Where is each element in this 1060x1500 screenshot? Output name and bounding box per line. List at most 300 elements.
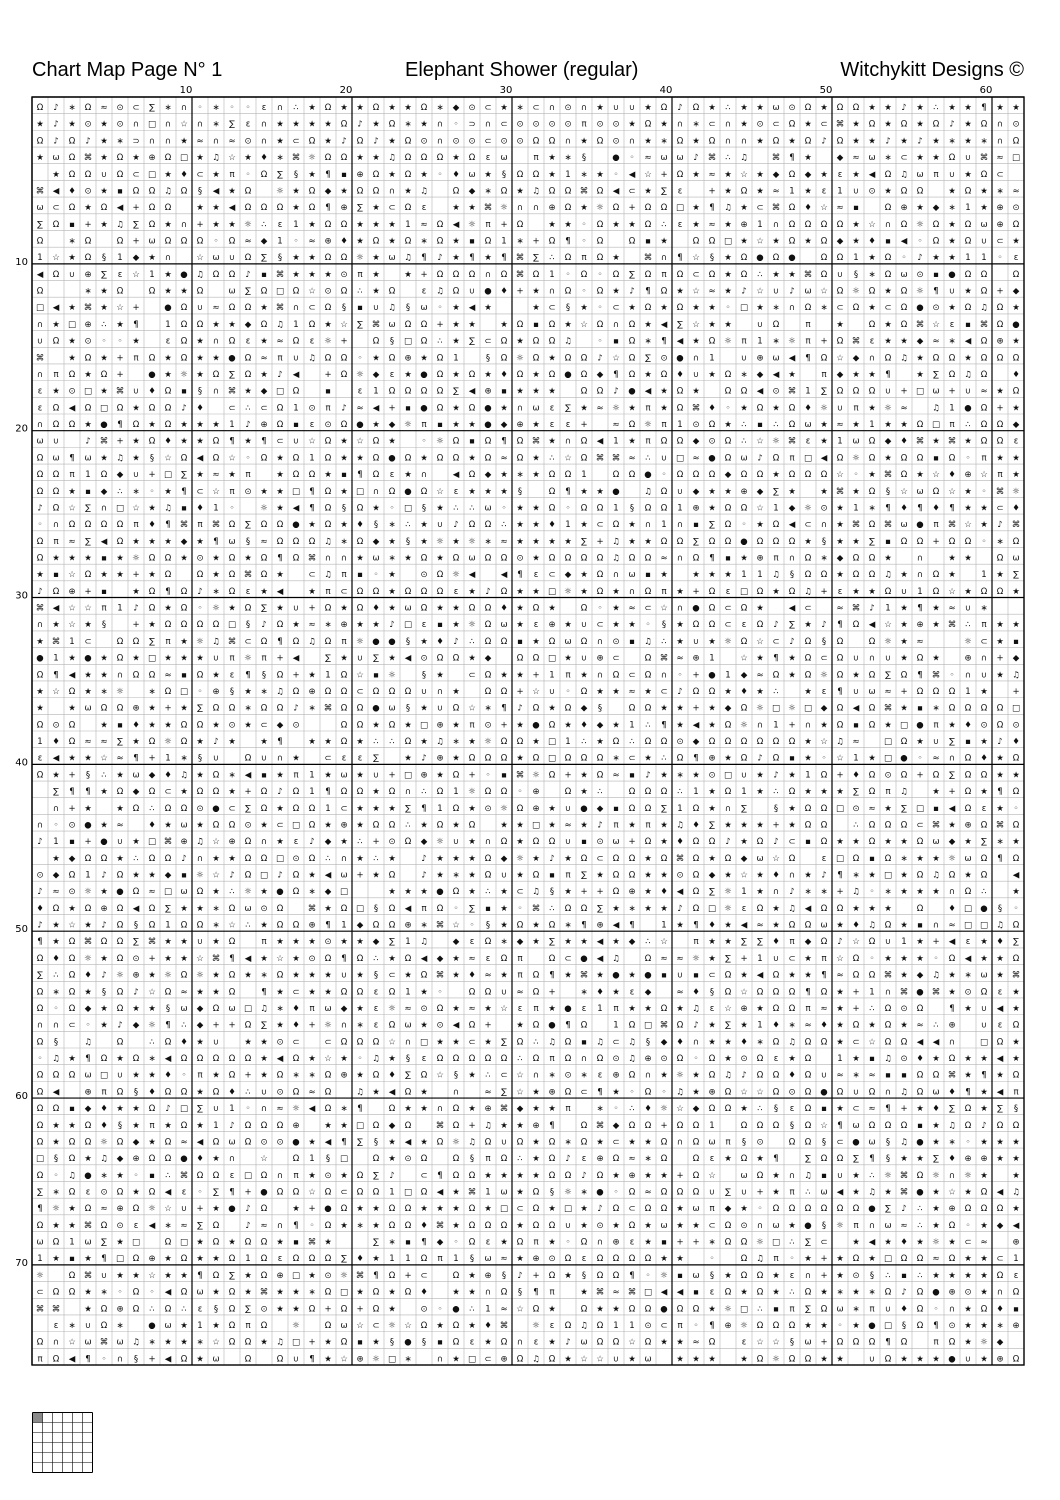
stitch-symbol: Ω [261, 804, 268, 814]
stitch-symbol: ♦ [708, 403, 716, 413]
stitch-symbol: ⊙ [852, 1271, 859, 1281]
stitch-symbol: ⊕ [756, 353, 763, 363]
stitch-symbol: Ω [501, 587, 508, 597]
stitch-symbol: ★ [164, 820, 172, 830]
stitch-symbol: ★ [596, 103, 604, 113]
stitch-symbol: ♪ [181, 854, 186, 864]
stitch-symbol: ⌘ [852, 520, 861, 530]
stitch-symbol: π [341, 570, 346, 580]
stitch-symbol: ⊕ [404, 353, 411, 363]
stitch-symbol: + [148, 1354, 155, 1364]
stitch-symbol: ω [388, 320, 395, 330]
stitch-symbol: ∪ [117, 1071, 123, 1081]
stitch-symbol: ☆ [148, 987, 156, 997]
stitch-symbol: ☆ [820, 1121, 828, 1131]
stitch-symbol: ♫ [628, 1054, 636, 1064]
stitch-symbol: Ω [837, 670, 844, 680]
stitch-symbol: Ω [901, 537, 908, 547]
stitch-symbol: ¶ [69, 787, 74, 797]
stitch-symbol: ★ [788, 804, 796, 814]
stitch-symbol: ∴ [517, 1054, 522, 1064]
stitch-symbol: Ω [309, 203, 316, 213]
stitch-symbol: ⊙ [420, 570, 427, 580]
stitch-symbol: ★ [84, 687, 92, 697]
stitch-symbol: ∗ [772, 337, 779, 347]
stitch-symbol: Ω [453, 804, 460, 814]
stitch-symbol: ⌘ [596, 1288, 605, 1298]
stitch-symbol: ⌘ [276, 303, 285, 313]
stitch-symbol: ☆ [52, 253, 60, 263]
stitch-symbol: ⊕ [964, 1154, 971, 1164]
stitch-symbol: Ω [469, 987, 476, 997]
stitch-symbol: ⌘ [580, 971, 589, 981]
stitch-symbol: ★ [932, 153, 940, 163]
stitch-symbol: ● [708, 670, 715, 680]
stitch-symbol: π [933, 520, 938, 530]
stitch-symbol: ⊙ [788, 1087, 795, 1097]
stitch-symbol: ⊙ [84, 186, 91, 196]
stitch-symbol: Ω [389, 820, 396, 830]
stitch-symbol: ★ [164, 720, 172, 730]
stitch-symbol: ∑ [197, 1104, 203, 1114]
stitch-symbol: Ω [869, 453, 876, 463]
stitch-symbol: ★ [164, 270, 172, 280]
stitch-symbol: Ω [309, 854, 316, 864]
stitch-symbol: π [469, 720, 474, 730]
stitch-symbol: ¶ [325, 921, 330, 931]
stitch-symbol: ⊙ [436, 1021, 443, 1031]
stitch-symbol: ★ [260, 737, 268, 747]
stitch-symbol: + [516, 287, 523, 297]
stitch-symbol: □ [404, 1187, 412, 1197]
stitch-symbol: ★ [84, 553, 92, 563]
stitch-symbol: ∑ [245, 287, 251, 297]
stitch-symbol: ⊂ [612, 303, 619, 313]
stitch-symbol: Ω [165, 987, 172, 997]
stitch-symbol: ★ [564, 1354, 572, 1364]
stitch-symbol: Ω [725, 1104, 732, 1114]
stitch-symbol: ◆ [261, 387, 268, 397]
stitch-symbol: 1 [293, 220, 298, 230]
stitch-symbol: ★ [612, 1171, 620, 1181]
stitch-symbol: ε [598, 1071, 603, 1081]
stitch-symbol: Ω [325, 604, 332, 614]
stitch-symbol: Ω [549, 837, 556, 847]
stitch-symbol: § [342, 503, 346, 513]
stitch-symbol: ⌘ [660, 1021, 669, 1031]
stitch-symbol: Ω [517, 804, 524, 814]
stitch-symbol: ◦ [373, 570, 378, 580]
stitch-symbol: Ω [277, 1187, 284, 1197]
stitch-symbol: Ω [885, 1004, 892, 1014]
stitch-symbol: ∩ [677, 120, 683, 130]
stitch-symbol: ★ [36, 570, 44, 580]
stitch-symbol: ▪ [901, 1071, 907, 1081]
stitch-symbol: ♦ [372, 604, 380, 614]
stitch-symbol: ★ [900, 870, 908, 880]
stitch-symbol: Ω [117, 654, 124, 664]
stitch-symbol: ⊙ [244, 487, 251, 497]
stitch-symbol: ★ [932, 1221, 940, 1231]
stitch-symbol: Ω [485, 553, 492, 563]
stitch-symbol: ★ [548, 387, 556, 397]
stitch-symbol: ∪ [933, 737, 939, 747]
stitch-symbol: ★ [292, 253, 300, 263]
stitch-symbol: ★ [932, 253, 940, 263]
stitch-symbol: ★ [260, 1037, 268, 1047]
stitch-symbol: ⊙ [244, 136, 251, 146]
stitch-symbol: ⊕ [532, 1254, 539, 1264]
stitch-symbol: ★ [116, 1271, 124, 1281]
stitch-symbol: ∑ [581, 537, 587, 547]
stitch-symbol: Ω [485, 437, 492, 447]
stitch-symbol: π [485, 1154, 490, 1164]
stitch-symbol: ★ [596, 737, 604, 747]
stitch-symbol: ∩ [645, 520, 651, 530]
stitch-symbol: ⌘ [772, 203, 781, 213]
stitch-symbol: ⊂ [836, 1137, 843, 1147]
stitch-symbol: Ω [53, 470, 60, 480]
stitch-symbol: ◦ [741, 520, 746, 530]
stitch-symbol: ⊂ [324, 754, 331, 764]
stitch-symbol: ⊙ [708, 770, 715, 780]
stitch-symbol: ⊙ [420, 136, 427, 146]
stitch-symbol: Ω [805, 1121, 812, 1131]
stitch-symbol: ω [852, 437, 859, 447]
stitch-symbol: + [596, 887, 603, 897]
stitch-symbol: ★ [852, 670, 860, 680]
stitch-symbol: ∩ [949, 754, 955, 764]
stitch-symbol: ¶ [885, 503, 890, 513]
stitch-symbol: ¶ [773, 1154, 778, 1164]
stitch-symbol: ★ [372, 787, 380, 797]
stitch-symbol: 1 [885, 604, 890, 614]
stitch-symbol: ⌘ [932, 670, 941, 680]
stitch-symbol: + [1012, 687, 1019, 697]
stitch-symbol: ★ [964, 1338, 972, 1348]
stitch-symbol: ★ [372, 503, 380, 513]
stitch-symbol: § [470, 1154, 474, 1164]
stitch-symbol: Ω [869, 1087, 876, 1097]
stitch-symbol: Ω [501, 837, 508, 847]
stitch-symbol: ★ [804, 754, 812, 764]
stitch-symbol: ♫ [772, 570, 780, 580]
stitch-symbol: ∗ [644, 337, 651, 347]
stitch-symbol: ⊂ [964, 1238, 971, 1248]
stitch-symbol: Ω [629, 1221, 636, 1231]
stitch-symbol: ★ [260, 337, 268, 347]
stitch-symbol: ◆ [709, 870, 716, 880]
stitch-symbol: ★ [708, 487, 716, 497]
stitch-symbol: Ω [373, 1121, 380, 1131]
stitch-symbol: □ [884, 1321, 892, 1331]
stitch-symbol: ★ [1012, 470, 1020, 480]
stitch-symbol: Ω [37, 1087, 44, 1097]
stitch-symbol: Ω [421, 1154, 428, 1164]
stitch-symbol: ⊂ [196, 170, 203, 180]
stitch-symbol: § [422, 670, 426, 680]
column-label: 60 [980, 85, 993, 96]
stitch-symbol: ≈ [68, 537, 75, 547]
stitch-symbol: ♫ [372, 1054, 380, 1064]
stitch-symbol: ⊕ [420, 770, 427, 780]
stitch-symbol: ♦ [132, 720, 140, 730]
stitch-symbol: ∗ [868, 270, 875, 280]
stitch-symbol: Ω [229, 704, 236, 714]
stitch-symbol: Ω [277, 971, 284, 981]
stitch-symbol: ⌘ [84, 937, 93, 947]
stitch-symbol: 1 [69, 1238, 74, 1248]
stitch-symbol: ∩ [677, 520, 683, 530]
stitch-symbol: ◦ [437, 1304, 442, 1314]
stitch-symbol: Ω [981, 1304, 988, 1314]
stitch-symbol: ∗ [548, 1071, 555, 1081]
stitch-symbol: Ω [581, 604, 588, 614]
stitch-symbol: ☆ [276, 954, 284, 964]
stitch-symbol: ★ [516, 587, 524, 597]
stitch-symbol: ω [980, 220, 987, 230]
stitch-symbol: ☼ [916, 287, 924, 297]
stitch-symbol: ◆ [389, 420, 396, 430]
stitch-symbol: Ω [69, 170, 76, 180]
stitch-symbol: ◀ [293, 370, 300, 380]
stitch-symbol: ≈ [500, 1254, 507, 1264]
stitch-symbol: ω [916, 170, 923, 180]
stitch-symbol: Ω [901, 1254, 908, 1264]
stitch-symbol: Ω [469, 370, 476, 380]
stitch-symbol: ★ [196, 770, 204, 780]
stitch-symbol: ω [708, 1137, 715, 1147]
stitch-symbol: ★ [948, 220, 956, 230]
stitch-symbol: ε [374, 1021, 379, 1031]
stitch-symbol: Ω [181, 804, 188, 814]
stitch-symbol: ★ [660, 236, 668, 246]
stitch-symbol: ◦ [245, 453, 250, 463]
stitch-symbol: 1 [757, 220, 762, 230]
stitch-symbol: Ω [565, 553, 572, 563]
stitch-symbol: ∗ [276, 1004, 283, 1014]
stitch-symbol: ⊕ [116, 1304, 123, 1314]
stitch-symbol: ∪ [741, 1187, 747, 1197]
stitch-symbol: ★ [964, 587, 972, 597]
stitch-symbol: Ω [229, 553, 236, 563]
stitch-symbol: Ω [133, 670, 140, 680]
stitch-symbol: Ω [373, 470, 380, 480]
stitch-symbol: ∴ [549, 253, 554, 263]
stitch-symbol: ∩ [917, 570, 923, 580]
stitch-symbol: ⌘ [916, 437, 925, 447]
stitch-symbol: ☆ [692, 253, 700, 263]
stitch-symbol: Ω [389, 1021, 396, 1031]
stitch-symbol: + [788, 720, 795, 730]
stitch-symbol: ♪ [565, 1338, 570, 1348]
stitch-symbol: ★ [164, 604, 172, 614]
stitch-symbol: Ω [245, 754, 252, 764]
stitch-symbol: ★ [996, 637, 1004, 647]
stitch-symbol: + [932, 937, 939, 947]
stitch-symbol: ◆ [341, 1004, 348, 1014]
stitch-symbol: Ω [165, 570, 172, 580]
stitch-symbol: Ω [1013, 387, 1020, 397]
stitch-symbol: ☼ [196, 870, 204, 880]
stitch-symbol: Ω [1013, 1354, 1020, 1364]
stitch-symbol: Ω [677, 270, 684, 280]
stitch-symbol: ★ [580, 787, 588, 797]
stitch-symbol: π [853, 1221, 858, 1231]
stitch-symbol: ◀ [53, 186, 60, 196]
stitch-symbol: ⊙ [740, 1221, 747, 1231]
stitch-symbol: ♦ [436, 637, 444, 647]
stitch-symbol: ♦ [948, 1087, 956, 1097]
stitch-symbol: + [740, 954, 747, 964]
stitch-symbol: ★ [868, 470, 876, 480]
stitch-symbol: Ω [805, 1054, 812, 1064]
stitch-symbol: ⊕ [996, 337, 1003, 347]
stitch-symbol: ★ [804, 870, 812, 880]
stitch-symbol: ★ [820, 437, 828, 447]
stitch-symbol: ≈ [996, 153, 1003, 163]
stitch-symbol: ★ [116, 804, 124, 814]
stitch-symbol: Ω [69, 1271, 76, 1281]
stitch-symbol: ◀ [309, 1104, 316, 1114]
stitch-symbol: Ω [485, 670, 492, 680]
stitch-symbol: ▪ [581, 1037, 587, 1047]
stitch-symbol: ★ [228, 320, 236, 330]
stitch-symbol: ⌘ [804, 270, 813, 280]
stitch-symbol: ☆ [516, 1071, 524, 1081]
stitch-symbol: ⊙ [244, 820, 251, 830]
stitch-symbol: Ω [405, 153, 412, 163]
stitch-symbol: Ω [661, 287, 668, 297]
stitch-symbol: ∗ [68, 236, 75, 246]
stitch-symbol: ε [1014, 1271, 1019, 1281]
stitch-symbol: ★ [404, 270, 412, 280]
stitch-symbol: Ω [37, 670, 44, 680]
stitch-symbol: ★ [772, 270, 780, 280]
stitch-symbol: Ω [661, 370, 668, 380]
stitch-symbol: ★ [564, 537, 572, 547]
stitch-symbol: ▪ [69, 837, 75, 847]
stitch-symbol: ∑ [981, 837, 987, 847]
stitch-symbol: Ω [741, 387, 748, 397]
stitch-symbol: Ω [773, 1204, 780, 1214]
stitch-symbol: ♫ [548, 1037, 556, 1047]
stitch-symbol: Ω [741, 604, 748, 614]
stitch-symbol: ● [420, 370, 427, 380]
stitch-symbol: ★ [308, 587, 316, 597]
stitch-symbol: ★ [868, 136, 876, 146]
stitch-symbol: ★ [772, 1271, 780, 1281]
stitch-symbol: Ω [853, 570, 860, 580]
stitch-symbol: Ω [869, 704, 876, 714]
stitch-symbol: ★ [692, 570, 700, 580]
stitch-symbol: Ω [133, 1204, 140, 1214]
stitch-symbol: Ω [69, 987, 76, 997]
stitch-symbol: ∪ [213, 754, 219, 764]
stitch-symbol: ★ [564, 971, 572, 981]
stitch-symbol: ω [484, 1254, 491, 1264]
stitch-symbol: + [148, 470, 155, 480]
stitch-symbol: Ω [229, 1288, 236, 1298]
stitch-symbol: ∗ [324, 620, 331, 630]
stitch-symbol: ▪ [69, 1104, 75, 1114]
stitch-symbol: ⊂ [132, 170, 139, 180]
stitch-symbol: ▪ [501, 770, 507, 780]
stitch-symbol: ★ [1012, 770, 1020, 780]
stitch-symbol: ∗ [964, 971, 971, 981]
stitch-symbol: Ω [309, 804, 316, 814]
stitch-symbol: ♦ [180, 1037, 188, 1047]
stitch-symbol: ● [916, 1137, 923, 1147]
stitch-symbol: § [854, 270, 858, 280]
stitch-symbol: Ω [101, 1054, 108, 1064]
stitch-symbol: ¶ [117, 420, 122, 430]
stitch-symbol: □ [260, 870, 268, 880]
stitch-symbol: Ω [709, 420, 716, 430]
stitch-symbol: ∪ [869, 1354, 875, 1364]
stitch-symbol: ⊙ [324, 1171, 331, 1181]
stitch-symbol: ♦ [644, 1104, 652, 1114]
stitch-symbol: ◀ [453, 470, 460, 480]
stitch-symbol: ⊂ [388, 971, 395, 981]
stitch-symbol: π [261, 654, 266, 664]
stitch-symbol: Ω [517, 320, 524, 330]
stitch-symbol: ⌘ [580, 186, 589, 196]
stitch-symbol: ω [52, 453, 59, 463]
stitch-symbol: Ω [213, 370, 220, 380]
stitch-symbol: ¶ [565, 236, 570, 246]
stitch-symbol: ★ [772, 1187, 780, 1197]
stitch-symbol: Ω [437, 370, 444, 380]
stitch-symbol: Ω [373, 1288, 380, 1298]
stitch-symbol: Ω [949, 537, 956, 547]
stitch-symbol: ★ [852, 120, 860, 130]
stitch-symbol: ★ [740, 403, 748, 413]
stitch-symbol: π [101, 604, 106, 614]
stitch-symbol: ☼ [500, 804, 508, 814]
stitch-symbol: ★ [180, 1321, 188, 1331]
stitch-symbol: Ω [533, 754, 540, 764]
stitch-symbol: ★ [532, 470, 540, 480]
stitch-symbol: + [324, 1304, 331, 1314]
stitch-symbol: ♫ [212, 153, 220, 163]
stitch-symbol: ♪ [693, 153, 698, 163]
stitch-symbol: ∩ [725, 120, 731, 130]
stitch-symbol: Ω [69, 520, 76, 530]
stitch-symbol: □ [68, 320, 76, 330]
stitch-symbol: § [198, 387, 202, 397]
stitch-symbol: ♫ [68, 1171, 76, 1181]
stitch-symbol: ◦ [613, 1187, 618, 1197]
stitch-symbol: ● [948, 1354, 955, 1364]
stitch-symbol: Ω [981, 270, 988, 280]
stitch-symbol: ★ [388, 1054, 396, 1064]
stitch-symbol: Ω [405, 1204, 412, 1214]
stitch-symbol: ★ [516, 837, 524, 847]
stitch-symbol: ♫ [436, 737, 444, 747]
stitch-symbol: ♦ [916, 1054, 924, 1064]
stitch-symbol: ∩ [965, 670, 971, 680]
stitch-symbol: ★ [260, 921, 268, 931]
stitch-symbol: ★ [724, 1271, 732, 1281]
stitch-symbol: ★ [612, 987, 620, 997]
stitch-symbol: ≈ [356, 403, 363, 413]
stitch-symbol: Ω [709, 737, 716, 747]
stitch-symbol: ¶ [917, 604, 922, 614]
stitch-symbol: ▪ [469, 236, 475, 246]
stitch-symbol: ★ [148, 1137, 156, 1147]
stitch-symbol: ☆ [836, 754, 844, 764]
